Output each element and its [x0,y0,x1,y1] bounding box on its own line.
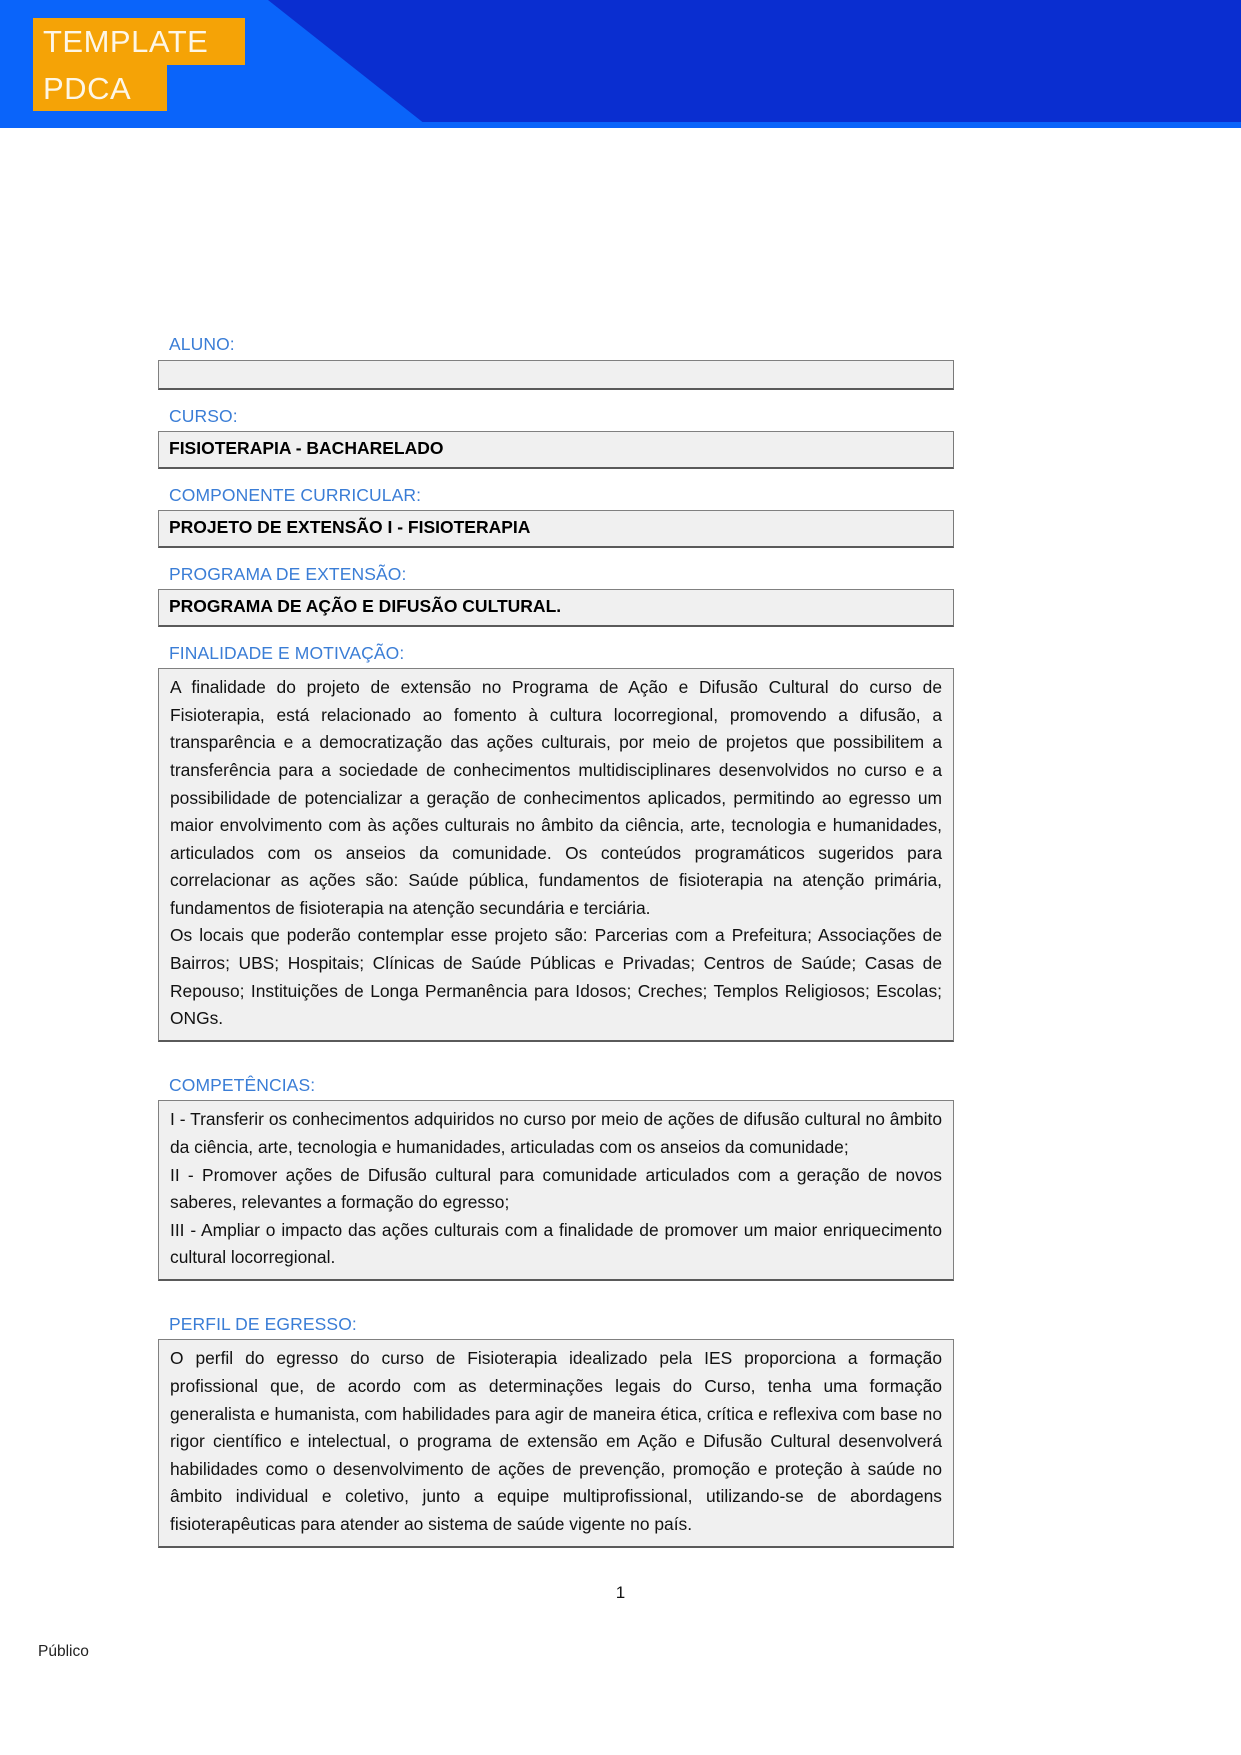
logo-text-template: TEMPLATE [43,24,209,59]
label-perfil-egresso: PERFIL DE EGRESSO: [169,1313,357,1334]
section-spacer [158,1296,954,1313]
field-competencias [158,1074,954,1281]
finalidade-paragraph-2: Os locais que poderão contemplar esse projeto são: Parcerias com a Prefeitura; Associações de Bairros; UBS; Hospitais; Clínicas de Saúde Públicas e Privadas; Centros de Saúde; Casas de Repouso; Instituições de Longa Permanência para Idosos; Creches; Templos Religiosos; Escolas; ONGs. [170,925,942,1029]
input-programa-extensao[interactable] [158,589,954,626]
competencia-item-1: I - Transferir os conhecimentos adquiridos no curso por meio de ações de difusão cultural no âmbito da ciência, arte, tecnologia e humanidades, articuladas com os anseios da comunidade; [170,1109,942,1157]
template-pdca-logo [33,18,245,111]
field-finalidade-motivacao [158,642,954,1042]
competencia-item-2: II - Promover ações de Difusão cultural para comunidade articulados com a geração de novos saberes, relevantes a formação do egresso; [170,1164,942,1213]
field-programa-extensao [158,563,954,627]
label-curso: CURSO: [169,405,238,426]
textarea-perfil-egresso[interactable] [158,1339,954,1547]
label-componente-curricular: COMPONENTE CURRICULAR: [169,484,422,505]
document-content [158,333,954,1563]
label-competencias: COMPETÊNCIAS: [169,1074,316,1095]
section-spacer [158,1057,954,1074]
finalidade-paragraph-1: A finalidade do projeto de extensão no Programa de Ação e Difusão Cultural do curso de Fisioterapia, está relacionado ao fomento à cultura locorregional, promovendo a difusão, a transparência e a democratização das ações culturais, por meio de projetos que possibilitem a transferência para a sociedade de conhecimentos multidisciplinares desenvolvidos no curso e a possibilidade de potencializar a geração de conhecimentos aplicados, permitindo ao egresso um maior envolvimento com às ações culturais no âmbito da ciência, arte, tecnologia e humanidades, articulados com os anseios da comunidade. Os conteúdos programáticos sugeridos para correlacionar as ações são: Saúde pública, fundamentos de fisioterapia na atenção primária, fundamentos de fisioterapia na atenção secundária e terciária. [170,677,942,918]
input-componente-curricular[interactable] [158,510,954,547]
field-perfil-egresso [158,1313,954,1548]
value-componente-curricular: PROJETO DE EXTENSÃO I - FISIOTERAPIA [169,517,531,538]
field-aluno [158,333,954,390]
textarea-competencias[interactable] [158,1100,954,1280]
textarea-finalidade-motivacao[interactable] [158,668,954,1042]
label-finalidade-motivacao: FINALIDADE E MOTIVAÇÃO: [169,642,405,663]
value-curso: FISIOTERAPIA - BACHARELADO [169,438,444,459]
field-curso [158,405,954,469]
page-number: 1 [615,1583,626,1602]
field-componente-curricular [158,484,954,548]
banner-bottom-rule [0,122,1241,128]
input-curso[interactable] [158,431,954,468]
label-programa-extensao: PROGRAMA DE EXTENSÃO: [169,563,407,584]
label-aluno: ALUNO: [169,334,235,354]
page-header-banner [0,0,1241,128]
perfil-egresso-paragraph-1: O perfil do egresso do curso de Fisioterapia idealizado pela IES proporciona a formação profissional que, de acordo com as determinações legais do Curso, tenha uma formação generalista e humanista, com habilidades para agir de maneira ética, crítica e reflexiva com base no rigor científico e intelectual, o programa de extensão em Ação e Difusão Cultural desenvolverá habilidades como o desenvolvimento de ações de prevenção, promoção e proteção à saúde no âmbito individual e coletivo, junto a equipe multiprofissional, utilizando-se de abordagens fisioterapêuticas para atender ao sistema de saúde vigente no país. [170,1348,942,1534]
input-aluno[interactable] [158,360,954,390]
logo-text-pdca: PDCA [43,71,132,106]
footer-classification: Público [38,1643,89,1660]
value-programa-extensao: PROGRAMA DE AÇÃO E DIFUSÃO CULTURAL. [169,596,562,617]
competencia-item-3: III - Ampliar o impacto das ações culturais com a finalidade de promover um maior enriquecimento cultural locorregional. [170,1219,942,1268]
